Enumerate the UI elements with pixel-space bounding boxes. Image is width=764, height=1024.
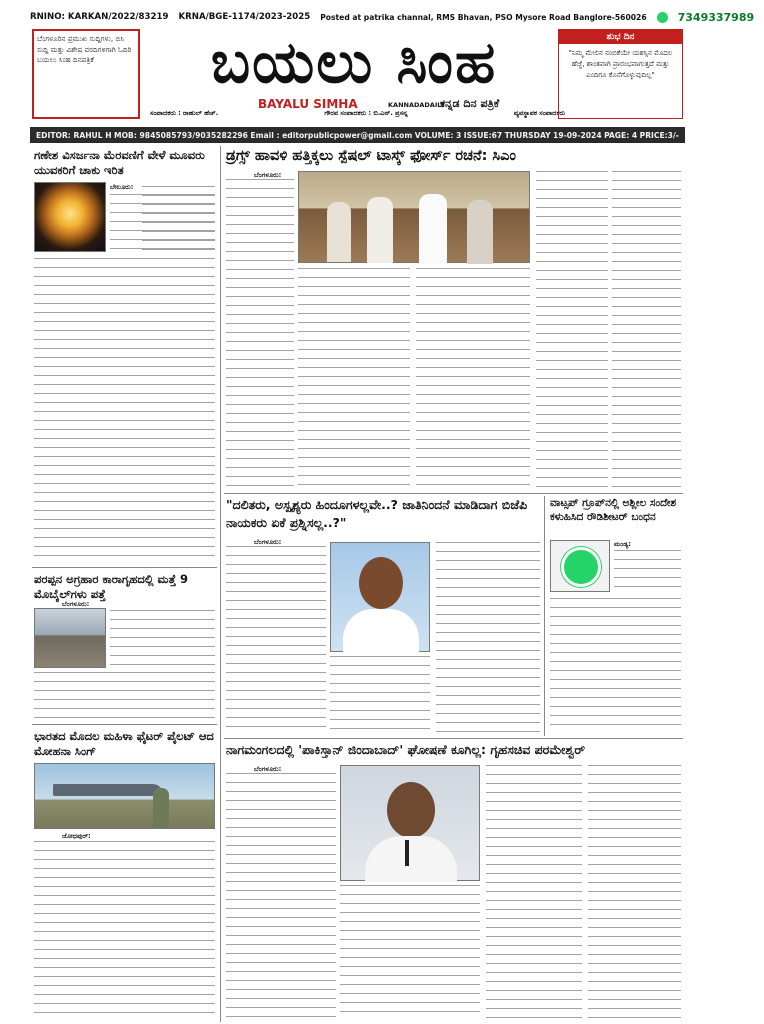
- masthead: [30, 27, 685, 123]
- article-body: [110, 610, 215, 668]
- article-body: [612, 171, 681, 487]
- article-dateline: ಬೆಂಗಳೂರು:: [254, 765, 282, 773]
- portrait-head: [387, 782, 435, 838]
- editor-credit: ಸಂಪಾದಕರು : ರಾಹುಲ್ ಹೆಚ್.: [150, 109, 219, 117]
- whatsapp-icon: [657, 12, 668, 23]
- newspaper-page: [30, 0, 755, 1024]
- cm-meeting-photo: [298, 171, 530, 263]
- article-dateline: ಬೆಂಗಳೂರು:: [254, 538, 282, 546]
- portrait-body: [343, 609, 419, 655]
- section-divider: [32, 567, 217, 568]
- person-figure: [419, 194, 447, 264]
- article-nagamangala: [224, 741, 683, 1022]
- whatsapp-icon: [561, 547, 601, 587]
- jail-photo: [34, 608, 106, 668]
- rni-number: RNINO: KARKAN/2022/83219: [30, 12, 169, 22]
- section-divider: [224, 493, 683, 494]
- newspaper-daily-label: KANNADADAILY: [388, 101, 446, 109]
- masthead-quote-box: [558, 29, 683, 119]
- newspaper-subtitle: ಕನ್ನಡ ದಿನ ಪತ್ರಿಕೆ: [440, 97, 500, 110]
- article-headline: ಡ್ರಗ್ಸ್ ಹಾವಳಿ ಹತ್ತಿಕ್ಕಲು ಸ್ಪೆಷಲ್ ಟಾಸ್ಕ್ ಫೋರ್ಸ್ ರಚನೆ: ಸಿಎಂ: [226, 148, 516, 164]
- article-headline: "ದಲಿತರು, ಅಸ್ಪೃಶ್ಯರು ಹಿಂದೂಗಳಲ್ಲವೇ..? ಜಾತಿನಿಂದನೆ ಮಾಡಿದಾಗ ಬಿಜೆಪಿ ನಾಯಕರು ಏಕೆ ಪ್ರಶ್ನಿಸಲ್ಲ..?": [226, 497, 528, 530]
- article-whatsapp: [548, 496, 683, 736]
- article-body: [226, 546, 326, 732]
- quote-box-heading: ಶುಭ ದಿನ: [559, 30, 682, 44]
- quote-box-text: "ನಿಮ್ಮ ಮೇಲಿನ ನಂಬಿಕೆಯೇ ಯಶಸ್ಸಿನ ಮೊದಲ ಹೆಜ್ಜೆ, ಶಾಂತವಾಗಿ ಪ್ರಾರಂಭವಾಗುತ್ತದೆ ಮತ್ತು ಎಂದಿಗೂ ಕೊನೆಗೊಳ್ಳುವುದಿಲ್ಲ": [568, 49, 673, 79]
- issue-number: ISSUE:67: [463, 130, 503, 140]
- article-body: [416, 268, 530, 487]
- newspaper-title-english: BAYALU SIMHA: [258, 97, 358, 111]
- article-body: [550, 598, 681, 732]
- politician-portrait-photo: [330, 542, 430, 652]
- article-dateline: ಬೇಲೂರು:: [110, 183, 134, 191]
- issue-info-strip: [30, 127, 685, 143]
- honorary-editor-credit: ಗೌರವ ಸಂಪಾದಕರು : ಬಿ.ಎನ್. ಪ್ರಸನ್ನ: [324, 109, 408, 117]
- article-body: [486, 765, 582, 1019]
- email-address: Email : editorpublicpower@gmail.com: [250, 130, 413, 140]
- article-body: [330, 656, 430, 732]
- article-headline: ನಾಗಮಂಗಲದಲ್ಲಿ 'ಪಾಕಿಸ್ತಾನ್ ಜಿಂದಾಬಾದ್' ಘೋಷಣೆ ಕೂಗಿಲ್ಲ: ಗೃಹಸಚಿವ ಪರಮೇಶ್ವರ್: [226, 742, 585, 757]
- weekday: THURSDAY: [504, 130, 551, 140]
- fighter-pilot-photo: [34, 763, 215, 829]
- contact-phone: [657, 11, 764, 24]
- article-pilot: [32, 727, 217, 1022]
- newspaper-title: ಬಯಲು ಸಿಂಹ: [210, 28, 498, 96]
- mobile-numbers: MOB: 9845085793/9035282296: [114, 130, 248, 140]
- microphone-icon: [405, 840, 409, 866]
- portrait-body: [365, 836, 457, 882]
- person-figure: [327, 202, 351, 262]
- article-body: [536, 171, 608, 487]
- article-body: [614, 550, 681, 594]
- column-divider: [544, 496, 545, 736]
- article-headline: ವಾಟ್ಸಪ್ ಗ್ರೂಪ್‌ನಲ್ಲಿ ಅಶ್ಲೀಲ ಸಂದೇಶ ಕಳುಹಿಸಿದ ರೌಡಿಶೀಟರ್ ಬಂಧನ: [550, 497, 677, 523]
- section-divider: [32, 724, 217, 725]
- price: PRICE:3/-: [639, 130, 679, 140]
- article-headline: ಭಾರತದ ಮೊದಲ ಮಹಿಳಾ ಫೈಟರ್ ಪೈಲಟ್ ಆದ ಮೋಹನಾ ಸಿಂಗ್: [34, 729, 214, 758]
- article-body: [226, 773, 336, 1019]
- article-body: [34, 258, 215, 560]
- article-body: [298, 268, 410, 487]
- article-body: [340, 885, 480, 1019]
- article-body: [436, 542, 540, 732]
- masthead-editors: [150, 109, 565, 118]
- issue-date: 19-09-2024: [553, 130, 602, 140]
- article-body: [226, 179, 294, 487]
- pilot-figure: [153, 788, 169, 828]
- article-headline: ಗಣೇಶ ವಿಸರ್ಜನಾ ಮೆರವಣಿಗೆ ವೇಳೆ ಮೂವರು ಯುವಕರಿಗೆ ಚಾಕು ಇರಿತ: [34, 148, 205, 177]
- article-dateline: ಜೋಧಪುರ್:: [62, 832, 91, 840]
- article-dateline: ಮಂಡ್ಯ:: [614, 540, 631, 548]
- column-divider: [220, 146, 221, 1022]
- article-dateline: ಬೆಂಗಳೂರು:: [62, 600, 90, 608]
- article-headline: ಪರಪ್ಪನ ಅಗ್ರಹಾರ ಕಾರಾಗೃಹದಲ್ಲಿ ಮತ್ತೆ 9 ಮೊಬೈಲ್‌ಗಳು ಪತ್ತೆ: [34, 572, 189, 601]
- masthead-left-box: ಬೆಂಗಳೂರಿನ ಪ್ರಮುಖ ಸುದ್ದಿಗಳು, ಬಿಸಿ ಸುದ್ದಿ ಮತ್ತು ವಿಶೇಷ ವರದಿಗಳಿಗಾಗಿ ಓದಿರಿ ಬಯಲು ಸಿಂಹ ದಿನಪತ್ರಿಕೆ: [32, 29, 140, 119]
- person-figure: [467, 200, 493, 264]
- section-divider: [224, 738, 683, 739]
- article-drugs: [224, 146, 683, 491]
- article-body: [588, 765, 681, 1019]
- page-number: PAGE: 4: [604, 130, 638, 140]
- editor-name: EDITOR: RAHUL H: [36, 130, 112, 140]
- volume-number: VOLUME: 3: [414, 130, 462, 140]
- managing-editor-credit: ವ್ಯವಸ್ಥಾಪಕ ಸಂಪಾದಕರು: [513, 109, 565, 117]
- registration-bar: [30, 8, 755, 26]
- article-body: [34, 841, 215, 1019]
- article-body: [34, 672, 215, 720]
- article-dalit: [224, 496, 542, 736]
- article-ganesha: [32, 146, 217, 564]
- whatsapp-logo-photo: [550, 540, 610, 592]
- person-figure: [367, 197, 393, 263]
- article-body: [110, 194, 215, 254]
- ganesha-idol-photo: [34, 182, 106, 252]
- portrait-head: [359, 557, 403, 609]
- article-jail: [32, 570, 217, 722]
- home-minister-photo: [340, 765, 480, 881]
- article-dateline: ಬೆಂಗಳೂರು:: [254, 171, 282, 179]
- aircraft-shape: [53, 784, 163, 796]
- phone-number: 7349337989: [677, 10, 755, 24]
- krna-number: KRNA/BGE-1174/2023-2025: [178, 12, 311, 22]
- postal-info: Posted at patrika channal, RMS Bhavan, PSO Mysore Road Banglore-560026: [320, 12, 647, 22]
